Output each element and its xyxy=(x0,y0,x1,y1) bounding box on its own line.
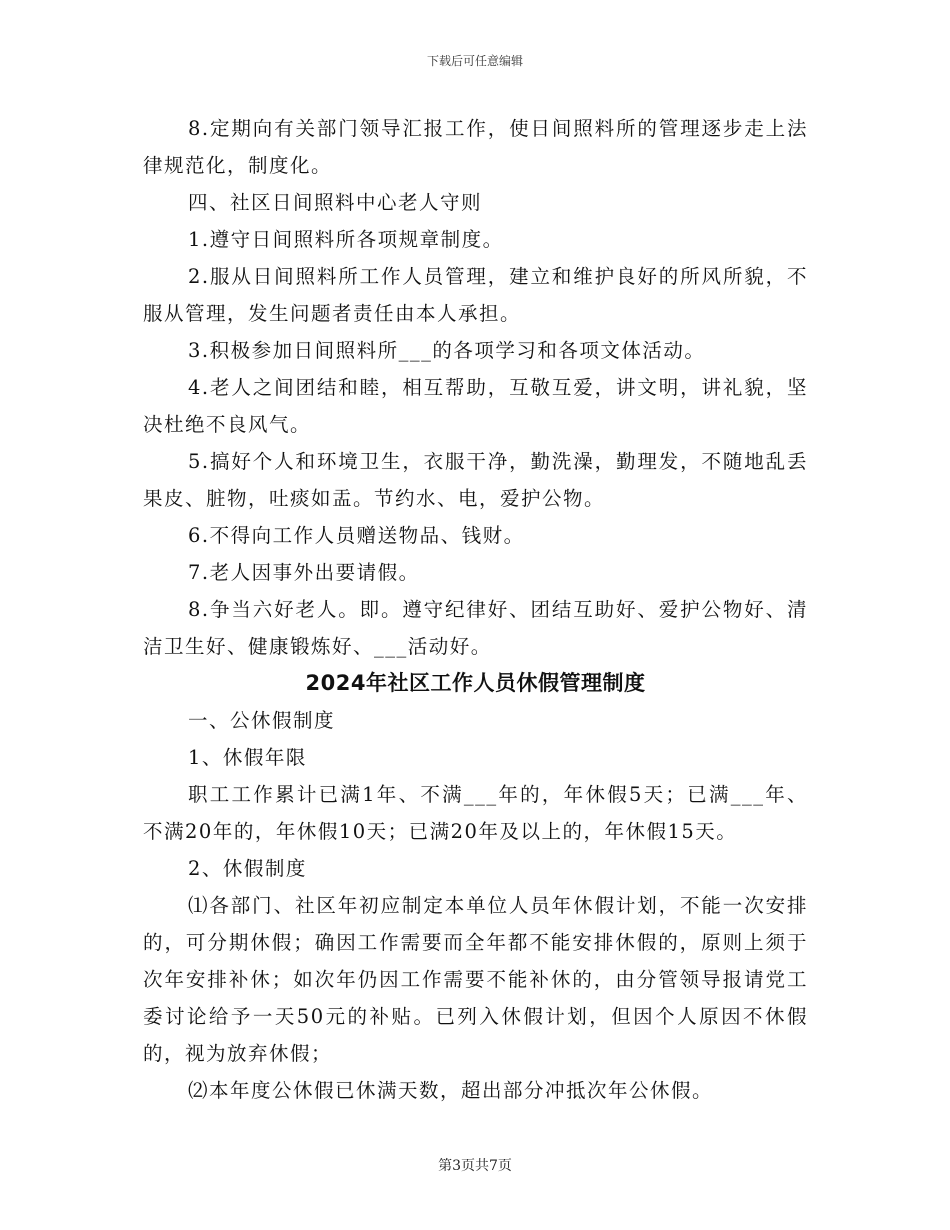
rule-item-3: 3.积极参加日间照料所___的各项学习和各项文体活动。 xyxy=(188,339,706,362)
subheading-leave-years: 1、休假年限 xyxy=(188,746,307,769)
document-body xyxy=(143,110,808,1109)
section-heading-annual-leave: 一、公休假制度 xyxy=(188,709,336,732)
page-header-note: 下载后可任意编辑 xyxy=(426,54,523,68)
rule-item-7: 7.老人因事外出要请假。 xyxy=(188,561,420,584)
paragraph-report-work: 8.定期向有关部门领导汇报工作，使日间照料所的管理逐步走上法律规范化，制度化。 xyxy=(143,117,808,177)
rule-item-1: 1.遵守日间照料所各项规章制度。 xyxy=(188,228,504,251)
policy-item-2: ⑵本年度公休假已休满天数，超出部分冲抵次年公休假。 xyxy=(188,1079,714,1102)
rule-item-6: 6.不得向工作人员赠送物品、钱财。 xyxy=(188,524,525,547)
rule-item-4: 4.老人之间团结和睦，相互帮助，互敬互爱，讲文明，讲礼貌，坚决杜绝不良风气。 xyxy=(143,376,808,436)
document-title: 2024年社区工作人员休假管理制度 xyxy=(305,671,646,695)
page-number: 第3页共7页 xyxy=(438,1158,512,1174)
section-heading-elderly-rules: 四、社区日间照料中心老人守则 xyxy=(188,191,483,214)
rule-item-2: 2.服从日间照料所工作人员管理，建立和维护良好的所风所貌，不服从管理，发生问题者责任由本人承担。 xyxy=(143,265,808,325)
rule-item-8: 8.争当六好老人。即。遵守纪律好、团结互助好、爱护公物好、清洁卫生好、健康锻炼好、___活动好。 xyxy=(143,598,808,658)
paragraph-leave-years: 职工工作累计已满1年、不满___年的，年休假5天；已满___年、不满20年的，年休假10天；已满20年及以上的，年休假15天。 xyxy=(143,783,808,843)
policy-item-1: ⑴各部门、社区年初应制定本单位人员年休假计划，不能一次安排的，可分期休假；确因工作需要而全年都不能安排休假的，原则上须于次年安排补休；如次年仍因工作需要不能补休的，由分管领导报请党工委讨论给予一天50元的补贴。已列入休假计划，但因个人原因不休假的，视为放弃休假； xyxy=(143,894,808,1065)
subheading-leave-policy: 2、休假制度 xyxy=(188,857,307,880)
rule-item-5: 5.搞好个人和环境卫生，衣服干净，勤洗澡，勤理发，不随地乱丢果皮、脏物，吐痰如盂。节约水、电，爱护公物。 xyxy=(143,450,808,510)
